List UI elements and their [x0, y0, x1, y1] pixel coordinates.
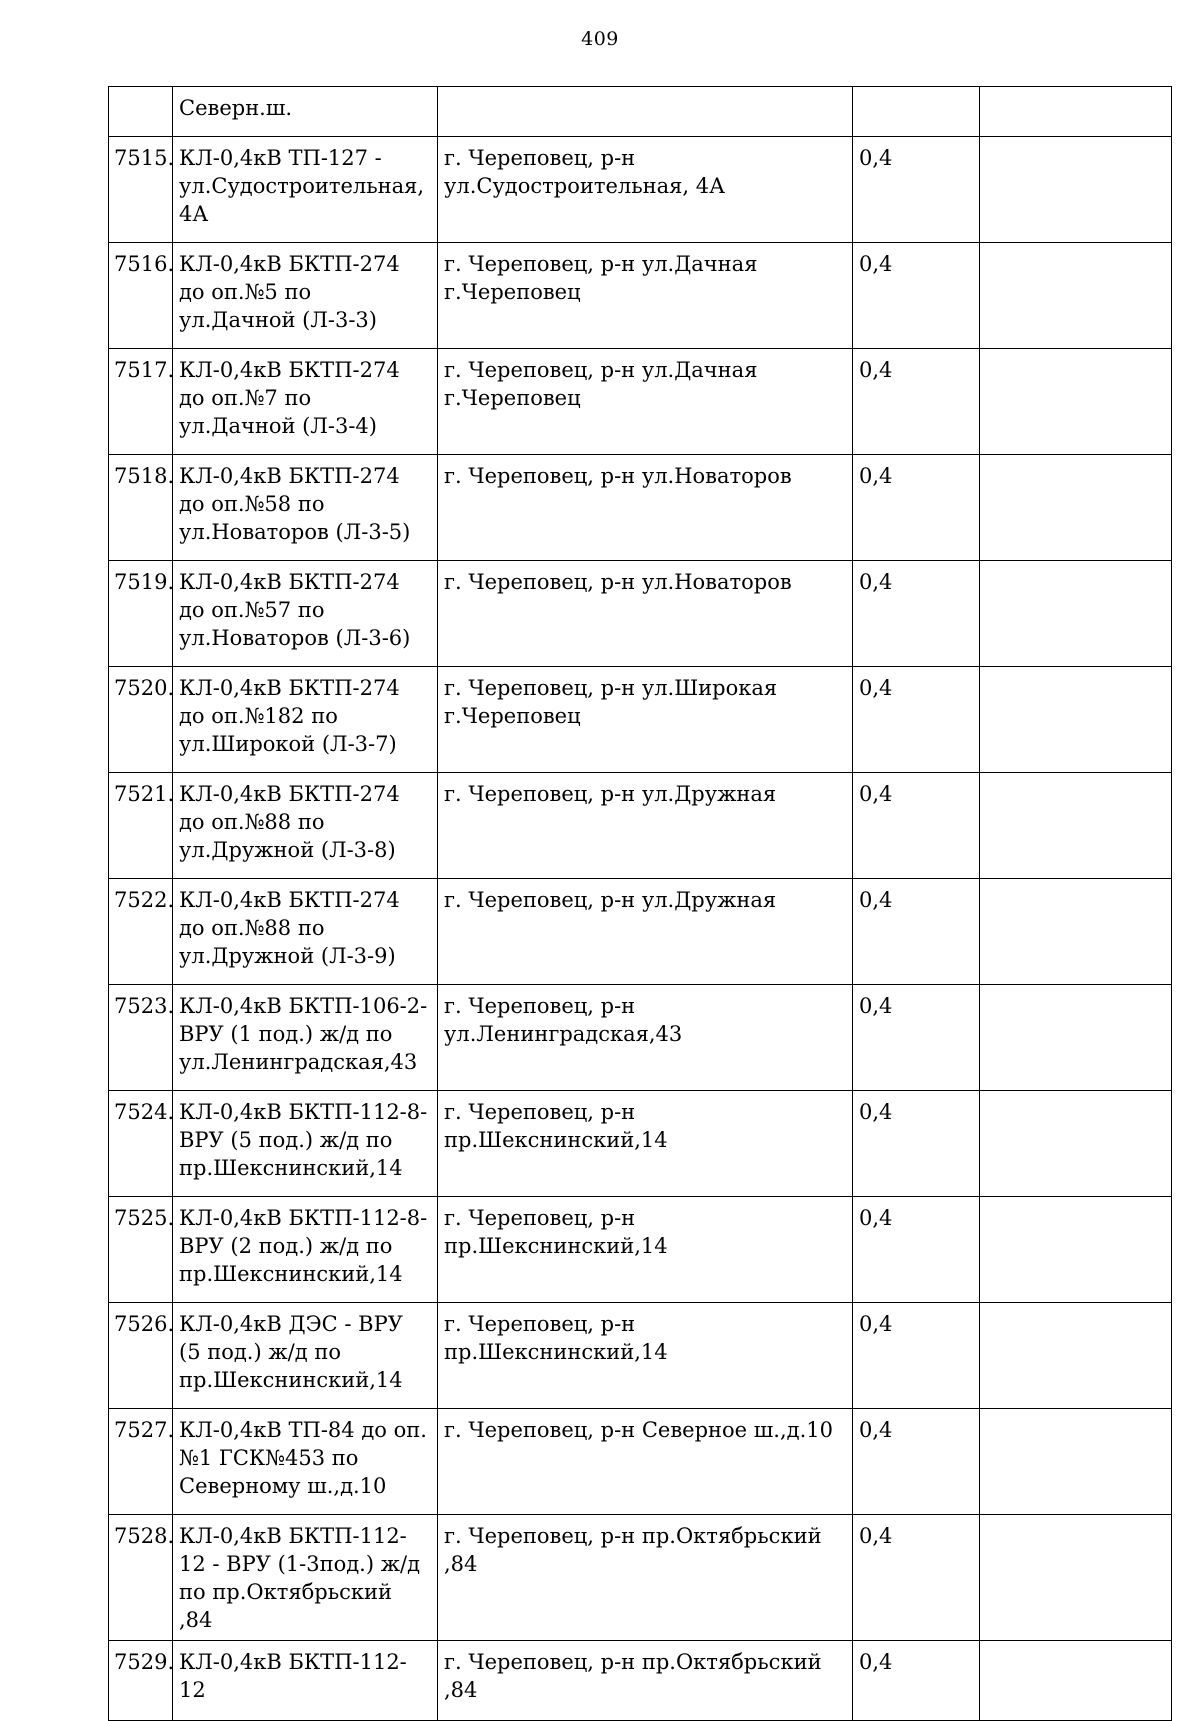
table-row — [109, 1409, 1172, 1515]
table-row — [109, 1091, 1172, 1197]
cell-line-name: КЛ-0,4кВ БКТП-112-8-ВРУ (5 под.) ж/д по пр.Шекснинский,14 — [173, 1091, 438, 1197]
cell-location: г. Череповец, р-н пр.Октябрьский ,84 — [438, 1515, 853, 1641]
cell-voltage: 0,4 — [853, 455, 980, 561]
cell-line-name: КЛ-0,4кВ БКТП-274 до оп.№88 по ул.Дружной (Л-3-9) — [173, 879, 438, 985]
cell-location: г. Череповец, р-н ул.Дачная г.Череповец — [438, 243, 853, 349]
cell-location: г. Череповец, р-н ул.Дружная — [438, 773, 853, 879]
cell-line-name: КЛ-0,4кВ БКТП-274 до оп.№57 по ул.Новаторов (Л-3-6) — [173, 561, 438, 667]
cell-number — [109, 87, 173, 137]
cell-number: 7516. — [109, 243, 173, 349]
cell-location: г. Череповец, р-н ул.Дружная — [438, 879, 853, 985]
table-row — [109, 137, 1172, 243]
cell-number: 7525. — [109, 1197, 173, 1303]
cell-number: 7523. — [109, 985, 173, 1091]
cell-extra — [980, 243, 1172, 349]
cell-line-name: КЛ-0,4кВ БКТП-112-8-ВРУ (2 под.) ж/д по пр.Шекснинский,14 — [173, 1197, 438, 1303]
cell-voltage: 0,4 — [853, 667, 980, 773]
table-row — [109, 1641, 1172, 1721]
cell-voltage: 0,4 — [853, 137, 980, 243]
cell-number: 7522. — [109, 879, 173, 985]
table-row — [109, 455, 1172, 561]
cell-line-name: КЛ-0,4кВ БКТП-274 до оп.№88 по ул.Дружной (Л-3-8) — [173, 773, 438, 879]
cell-location: г. Череповец, р-н ул.Новаторов — [438, 455, 853, 561]
cell-number: 7519. — [109, 561, 173, 667]
cell-extra — [980, 985, 1172, 1091]
cell-number: 7521. — [109, 773, 173, 879]
cell-line-name: КЛ-0,4кВ БКТП-274 до оп.№5 по ул.Дачной (Л-3-3) — [173, 243, 438, 349]
table-row — [109, 243, 1172, 349]
table-row — [109, 561, 1172, 667]
cell-location: г. Череповец, р-н пр.Шекснинский,14 — [438, 1197, 853, 1303]
cell-extra — [980, 1091, 1172, 1197]
cell-location: г. Череповец, р-н пр.Шекснинский,14 — [438, 1303, 853, 1409]
cell-voltage — [853, 87, 980, 137]
cell-voltage: 0,4 — [853, 773, 980, 879]
cell-voltage: 0,4 — [853, 243, 980, 349]
cell-voltage: 0,4 — [853, 879, 980, 985]
cell-location: г. Череповец, р-н пр.Октябрьский ,84 — [438, 1641, 853, 1721]
cell-line-name: Северн.ш. — [173, 87, 438, 137]
cell-location: г. Череповец, р-н ул.Судостроительная, 4А — [438, 137, 853, 243]
cell-line-name: КЛ-0,4кВ ТП-127 - ул.Судостроительная, 4А — [173, 137, 438, 243]
cell-line-name: КЛ-0,4кВ ТП-84 до оп.№1 ГСК№453 по Северному ш.,д.10 — [173, 1409, 438, 1515]
cell-location: г. Череповец, р-н ул.Дачная г.Череповец — [438, 349, 853, 455]
cell-extra — [980, 349, 1172, 455]
cell-location: г. Череповец, р-н пр.Шекснинский,14 — [438, 1091, 853, 1197]
cell-voltage: 0,4 — [853, 561, 980, 667]
table-row — [109, 349, 1172, 455]
table-row — [109, 985, 1172, 1091]
cell-voltage: 0,4 — [853, 1303, 980, 1409]
cell-number: 7517. — [109, 349, 173, 455]
cell-number: 7526. — [109, 1303, 173, 1409]
cell-location: г. Череповец, р-н ул.Широкая г.Череповец — [438, 667, 853, 773]
cell-extra — [980, 1303, 1172, 1409]
cell-line-name: КЛ-0,4кВ БКТП-274 до оп.№7 по ул.Дачной (Л-3-4) — [173, 349, 438, 455]
cell-voltage: 0,4 — [853, 1409, 980, 1515]
cell-extra — [980, 667, 1172, 773]
cell-number: 7520. — [109, 667, 173, 773]
table-row-continuation — [109, 87, 1172, 137]
cell-line-name: КЛ-0,4кВ БКТП-274 до оп.№182 по ул.Широкой (Л-3-7) — [173, 667, 438, 773]
cell-extra — [980, 773, 1172, 879]
cell-voltage: 0,4 — [853, 985, 980, 1091]
table-row — [109, 667, 1172, 773]
cell-extra — [980, 1515, 1172, 1641]
cell-location: г. Череповец, р-н ул.Новаторов — [438, 561, 853, 667]
cell-number: 7515. — [109, 137, 173, 243]
cell-line-name: КЛ-0,4кВ БКТП-112-12 - ВРУ (1-3под.) ж/д по пр.Октябрьский ,84 — [173, 1515, 438, 1641]
table-row — [109, 773, 1172, 879]
page-number: 409 — [581, 28, 619, 50]
cell-extra — [980, 1197, 1172, 1303]
cell-voltage: 0,4 — [853, 1197, 980, 1303]
cell-line-name: КЛ-0,4кВ БКТП-106-2-ВРУ (1 под.) ж/д по ул.Ленинградская,43 — [173, 985, 438, 1091]
cell-line-name: КЛ-0,4кВ БКТП-274 до оп.№58 по ул.Новаторов (Л-3-5) — [173, 455, 438, 561]
table-row — [109, 1515, 1172, 1641]
cell-line-name: КЛ-0,4кВ БКТП-112-12 — [173, 1641, 438, 1721]
cell-extra — [980, 137, 1172, 243]
cell-voltage: 0,4 — [853, 349, 980, 455]
cell-extra — [980, 561, 1172, 667]
cell-number: 7529. — [109, 1641, 173, 1721]
cell-voltage: 0,4 — [853, 1641, 980, 1721]
cell-number: 7518. — [109, 455, 173, 561]
cell-extra — [980, 1641, 1172, 1721]
cell-line-name: КЛ-0,4кВ ДЭС - ВРУ (5 под.) ж/д по пр.Шекснинский,14 — [173, 1303, 438, 1409]
cell-voltage: 0,4 — [853, 1515, 980, 1641]
table-row — [109, 1197, 1172, 1303]
cell-voltage: 0,4 — [853, 1091, 980, 1197]
table-row — [109, 879, 1172, 985]
cell-number: 7524. — [109, 1091, 173, 1197]
cell-extra — [980, 879, 1172, 985]
cell-extra — [980, 1409, 1172, 1515]
registry-table-body — [109, 87, 1172, 1721]
cell-extra — [980, 87, 1172, 137]
cell-location — [438, 87, 853, 137]
cell-extra — [980, 455, 1172, 561]
table-row — [109, 1303, 1172, 1409]
cell-number: 7528. — [109, 1515, 173, 1641]
cell-location: г. Череповец, р-н Северное ш.,д.10 — [438, 1409, 853, 1515]
cell-number: 7527. — [109, 1409, 173, 1515]
cell-location: г. Череповец, р-н ул.Ленинградская,43 — [438, 985, 853, 1091]
registry-table — [108, 86, 1172, 1721]
